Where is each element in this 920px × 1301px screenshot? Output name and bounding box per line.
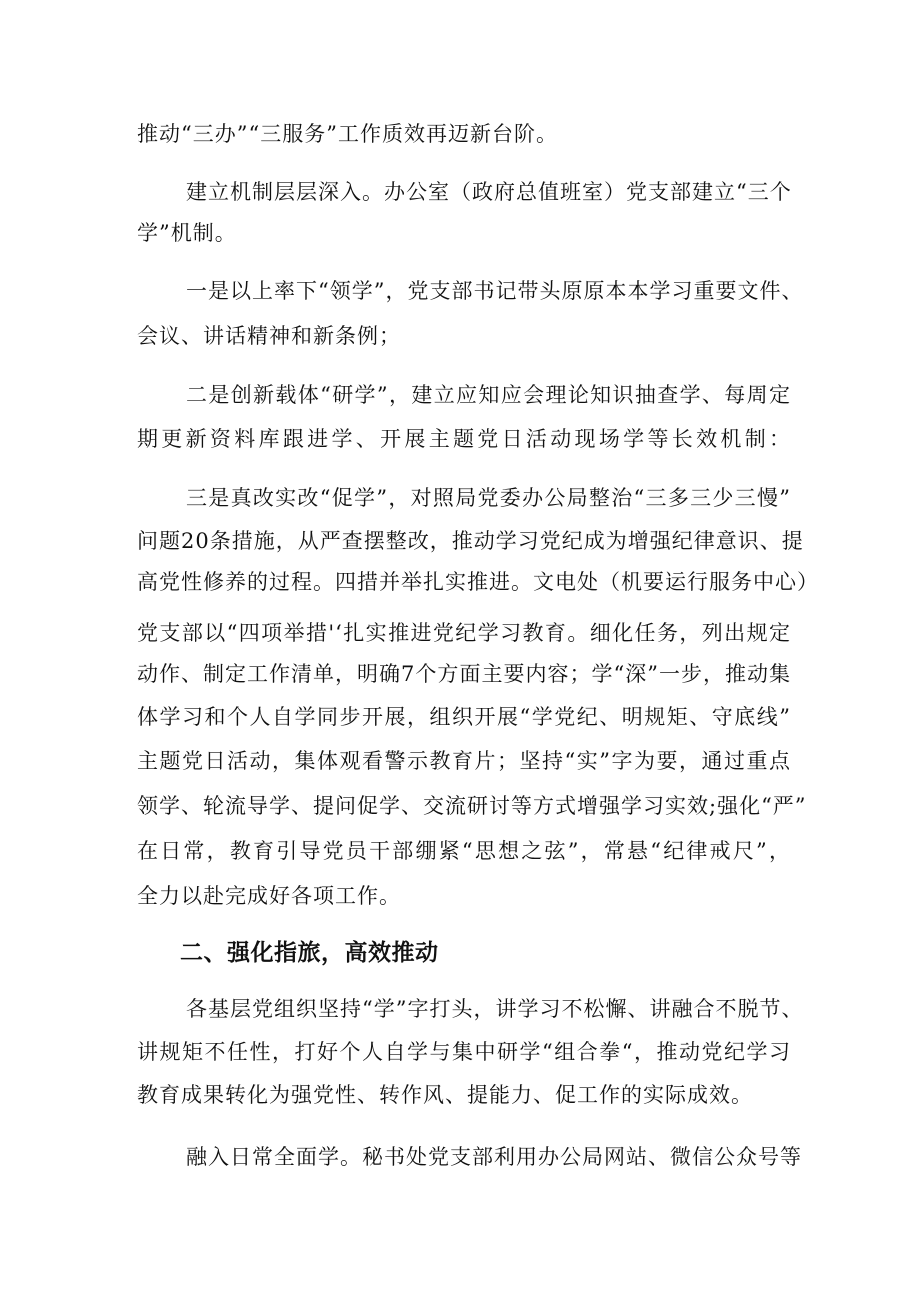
text-line: 期更新资料库跟进学、开展主题党日活动现场学等长效机制： — [137, 427, 791, 451]
text-line: 讲规矩不任性，打好个人自学与集中研学“组合拳“，推动党纪学习 — [137, 1040, 791, 1064]
text-line: 党支部以“四项举措'‘扎实推进党纪学习教育。细化任务，列出规定 — [137, 621, 791, 645]
section-heading: 二、强化指旅，高效推动 — [180, 940, 439, 966]
text-line: 教育成果转化为强党性、转作风、提能力、促工作的实际成效。 — [137, 1083, 753, 1107]
text-line: 动作、制定工作清单，明确7个方面主要内容；学“深”一步，推动集 — [137, 662, 791, 686]
text-line: 高党性修养的过程。四措并举扎实推进。文电处（机要运行服务中心） — [137, 570, 819, 594]
text-line: 领学、轮流导学、提问促学、交流研讨等方式增强学习实效;强化“严” — [137, 794, 807, 818]
text-line: 各基层党组织坚持“学”字打头，讲学习不松懈、讲融合不脱节、 — [186, 997, 804, 1021]
text-line: 会议、讲话精神和新条例； — [137, 324, 401, 348]
text-line: 融入日常全面学。秘书处党支部利用办公局网站、微信公众号等 — [186, 1145, 802, 1169]
text-line: 三是真改实改“促学”，对照局党委办公局整治“三多三少三慢” — [186, 486, 791, 510]
text-line: 全力以赴完成好各项工作。 — [137, 884, 401, 908]
text-line: 一是以上率下“领学”，党支部书记带头原原本本学习重要文件、 — [186, 279, 804, 303]
text-line: 建立机制层层深入。办公室（政府总值班室）党支部建立“三个 — [186, 180, 792, 204]
text-line: 问题20条措施，从严查摆整改，推动学习党纪成为增强纪律意识、提 — [137, 529, 804, 553]
text-line: 主题党日活动，集体观看警示教育片；坚持“实”字为要，通过重点 — [137, 749, 791, 773]
text-line: 学”机制。 — [137, 221, 237, 245]
text-line: 二是创新载体“研学”，建立应知应会理论知识抽查学、每周定 — [186, 383, 791, 407]
text-line: 体学习和个人自学同步开展，组织开展“学党纪、明规矩、守底线” — [137, 705, 791, 729]
text-line: 在日常，教育引导党员干部绷紧“思想之弦”，常悬“纪律戒尺”， — [137, 839, 791, 863]
text-line: 推动“三办”“三服务”工作质效再迈新台阶。 — [137, 122, 558, 146]
